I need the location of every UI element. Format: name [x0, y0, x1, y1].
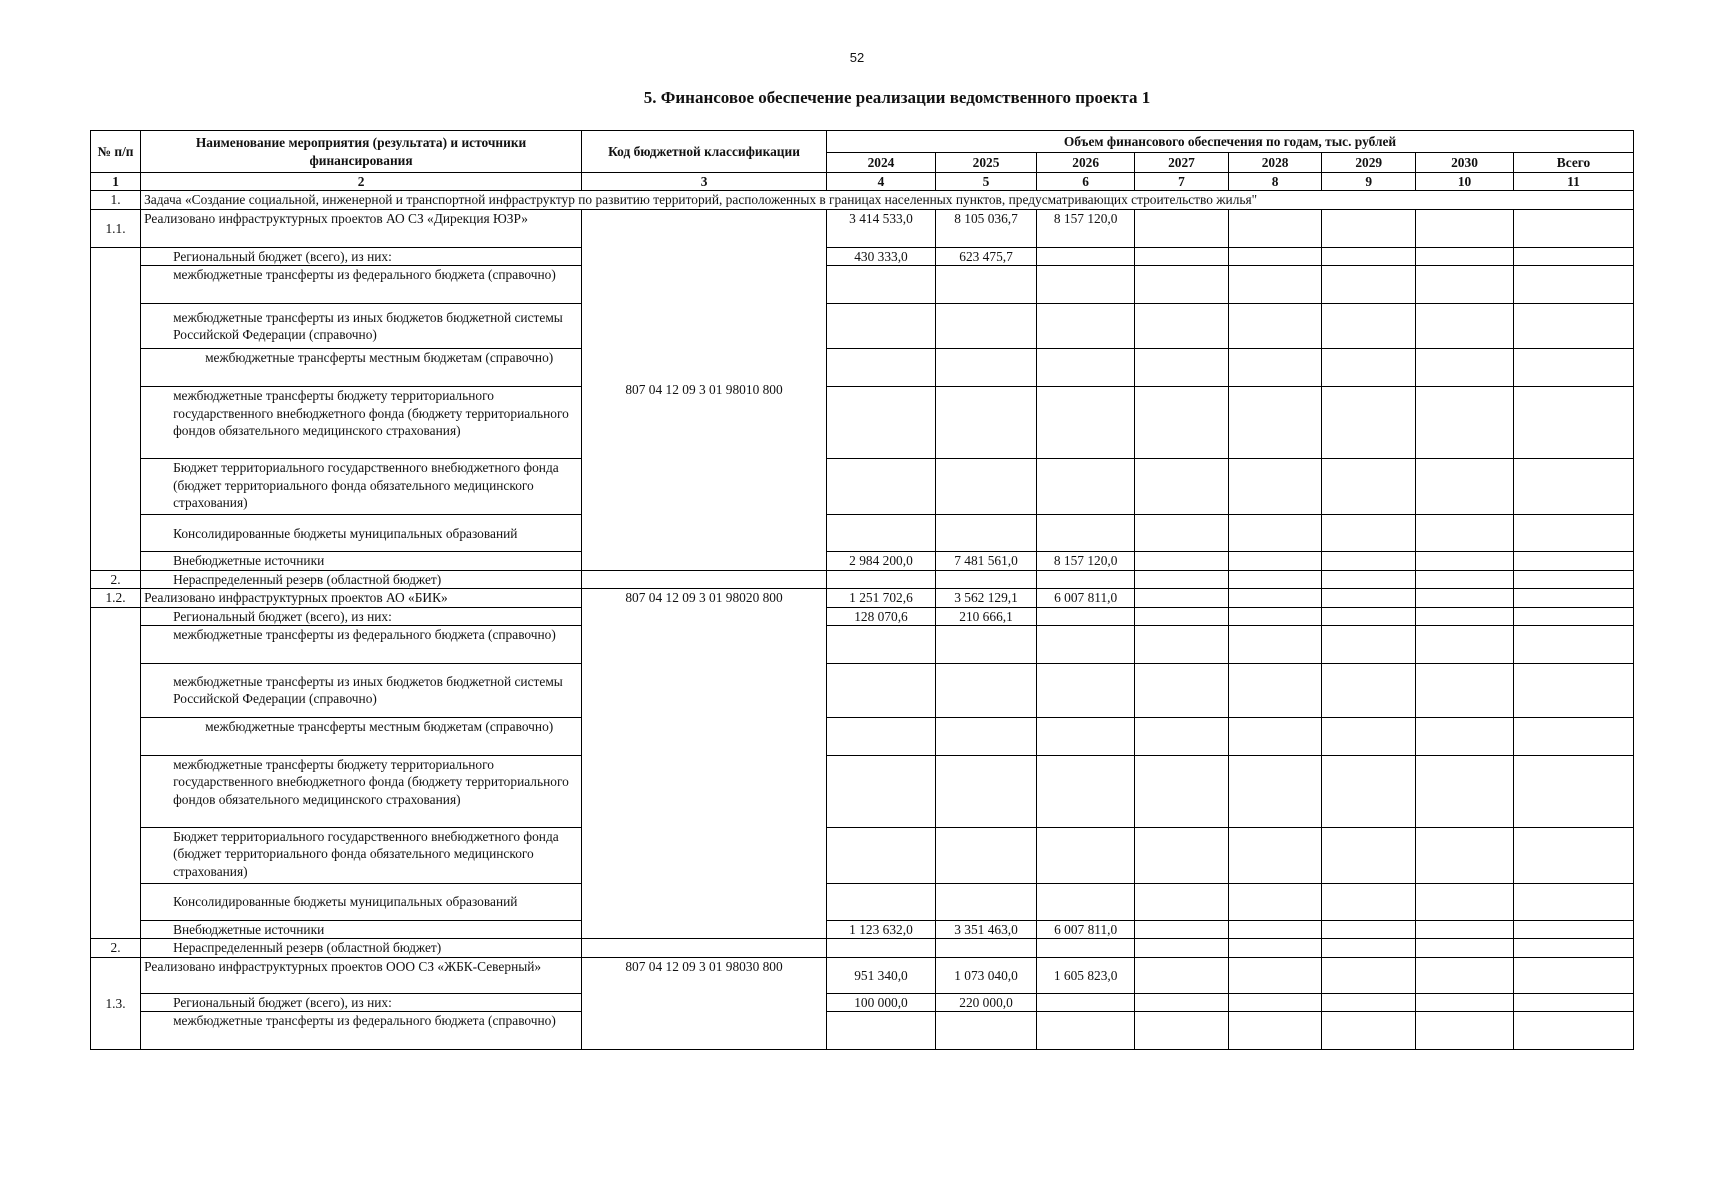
row-label: Консолидированные бюджеты муниципальных образований [141, 515, 582, 552]
header-year: 2028 [1228, 153, 1322, 173]
header-year: 2025 [935, 153, 1036, 173]
value-cell: 8 157 120,0 [1037, 209, 1135, 247]
value-cell: 210 666,1 [935, 607, 1036, 625]
header-total: Всего [1514, 153, 1634, 173]
financing-table [90, 130, 1634, 1050]
column-number: 11 [1514, 173, 1634, 191]
value-cell: 3 414 533,0 [827, 209, 936, 247]
column-number: 1 [91, 173, 141, 191]
row-label: межбюджетные трансферты местным бюджетам (справочно) [141, 349, 582, 387]
row-number: 2. [91, 939, 141, 957]
value-cell: 1 073 040,0 [935, 957, 1036, 993]
value-cell: 1 123 632,0 [827, 920, 936, 938]
column-number: 8 [1228, 173, 1322, 191]
project-name: Реализовано инфраструктурных проектов АО «БИК» [141, 589, 582, 607]
value-cell: 8 105 036,7 [935, 209, 1036, 247]
value-cell: 1 251 702,6 [827, 589, 936, 607]
value-cell: 1 605 823,0 [1037, 957, 1135, 993]
value-cell: 623 475,7 [935, 247, 1036, 265]
project-number: 1.1. [91, 209, 141, 247]
column-number: 10 [1416, 173, 1514, 191]
budget-code: 807 04 12 09 3 01 98020 800 [582, 589, 827, 939]
header-no: № п/п [91, 131, 141, 173]
value-cell: 2 984 200,0 [827, 552, 936, 570]
project-name: Реализовано инфраструктурных проектов АО СЗ «Дирекция ЮЗР» [141, 209, 582, 247]
project-row [91, 589, 1634, 607]
row-label: Консолидированные бюджеты муниципальных образований [141, 883, 582, 920]
header-year: 2024 [827, 153, 936, 173]
budget-code: 807 04 12 09 3 01 98030 800 [582, 957, 827, 1049]
value-cell: 128 070,6 [827, 607, 936, 625]
header-year: 2029 [1322, 153, 1416, 173]
row-label: Бюджет территориального государственного внебюджетного фонда (бюджет территориального фонда обязательного медицинского страхования) [141, 459, 582, 515]
column-number: 6 [1037, 173, 1135, 191]
page-title: 5. Финансовое обеспечение реализации ведомственного проекта 1 [643, 88, 1151, 107]
reserve-row [91, 939, 1634, 957]
row-label: межбюджетные трансферты из иных бюджетов бюджетной системы Российской Федерации (справочно) [141, 663, 582, 717]
task-number: 1. [91, 191, 141, 209]
row-label: Региональный бюджет (всего), из них: [141, 607, 582, 625]
task-row [91, 191, 1634, 209]
column-number: 9 [1322, 173, 1416, 191]
regional-row [91, 607, 1634, 625]
row-label: Бюджет территориального государственного внебюджетного фонда (бюджет территориального фонда обязательного медицинского страхования) [141, 827, 582, 883]
column-number: 2 [141, 173, 582, 191]
row-label: Внебюджетные источники [141, 920, 582, 938]
project-row [91, 957, 1634, 993]
regional-row [91, 993, 1634, 1011]
page-number: 52 [849, 50, 865, 65]
row-label: межбюджетные трансферты из федерального бюджета (справочно) [141, 266, 582, 304]
header-code: Код бюджетной классификации [582, 131, 827, 173]
column-number: 3 [582, 173, 827, 191]
header-volume: Объем финансового обеспечения по годам, тыс. рублей [827, 131, 1634, 153]
row-label: межбюджетные трансферты из федерального бюджета (справочно) [141, 1012, 582, 1050]
value-cell: 430 333,0 [827, 247, 936, 265]
project-number: 1.2. [91, 589, 141, 607]
value-cell: 100 000,0 [827, 993, 936, 1011]
value-cell: 7 481 561,0 [935, 552, 1036, 570]
header-year: 2030 [1416, 153, 1514, 173]
value-cell [1037, 247, 1135, 265]
value-cell [1037, 993, 1135, 1011]
row-label: межбюджетные трансферты бюджету территориального государственного внебюджетного фонда (бюджету территориального фондов обязательного медицинского страхования) [141, 755, 582, 827]
budget-code: 807 04 12 09 3 01 98010 800 [582, 209, 827, 570]
extrabudget-row [91, 920, 1634, 938]
row-label: межбюджетные трансферты из иных бюджетов бюджетной системы Российской Федерации (справочно) [141, 304, 582, 349]
value-cell: 3 351 463,0 [935, 920, 1036, 938]
project-name: Реализовано инфраструктурных проектов ООО СЗ «ЖБК-Северный» [141, 957, 582, 993]
value-cell: 3 562 129,1 [935, 589, 1036, 607]
row-label: Нераспределенный резерв (областной бюджет) [141, 939, 582, 957]
column-number: 7 [1135, 173, 1229, 191]
row-label: Нераспределенный резерв (областной бюджет) [141, 570, 582, 588]
row-label: межбюджетные трансферты из федерального бюджета (справочно) [141, 625, 582, 663]
row-label: межбюджетные трансферты местным бюджетам (справочно) [141, 717, 582, 755]
row-label: Региональный бюджет (всего), из них: [141, 993, 582, 1011]
column-number: 5 [935, 173, 1036, 191]
value-cell: 8 157 120,0 [1037, 552, 1135, 570]
extrabudget-row [91, 552, 1634, 570]
value-cell: 6 007 811,0 [1037, 589, 1135, 607]
regional-row [91, 247, 1634, 265]
column-numbers-row [91, 173, 1634, 191]
project-number: 1.3. [91, 957, 141, 1049]
header-year: 2027 [1135, 153, 1229, 173]
value-cell: 951 340,0 [827, 957, 936, 993]
header-name: Наименование мероприятия (результата) и источники финансирования [141, 131, 582, 173]
row-label: Региональный бюджет (всего), из них: [141, 247, 582, 265]
project-row [91, 209, 1634, 247]
row-label: Внебюджетные источники [141, 552, 582, 570]
column-number: 4 [827, 173, 936, 191]
row-number: 2. [91, 570, 141, 588]
value-cell [1037, 607, 1135, 625]
header-year: 2026 [1037, 153, 1135, 173]
task-text: Задача «Создание социальной, инженерной и транспортной инфраструктур по развитию территорий, расположенных в границах населенных пунктов, предусматривающих строительство жилья" [141, 191, 1634, 209]
value-cell: 220 000,0 [935, 993, 1036, 1011]
reserve-row [91, 570, 1634, 588]
row-label: межбюджетные трансферты бюджету территориального государственного внебюджетного фонда (бюджету территориального фондов обязательного медицинского страхования) [141, 387, 582, 459]
value-cell: 6 007 811,0 [1037, 920, 1135, 938]
